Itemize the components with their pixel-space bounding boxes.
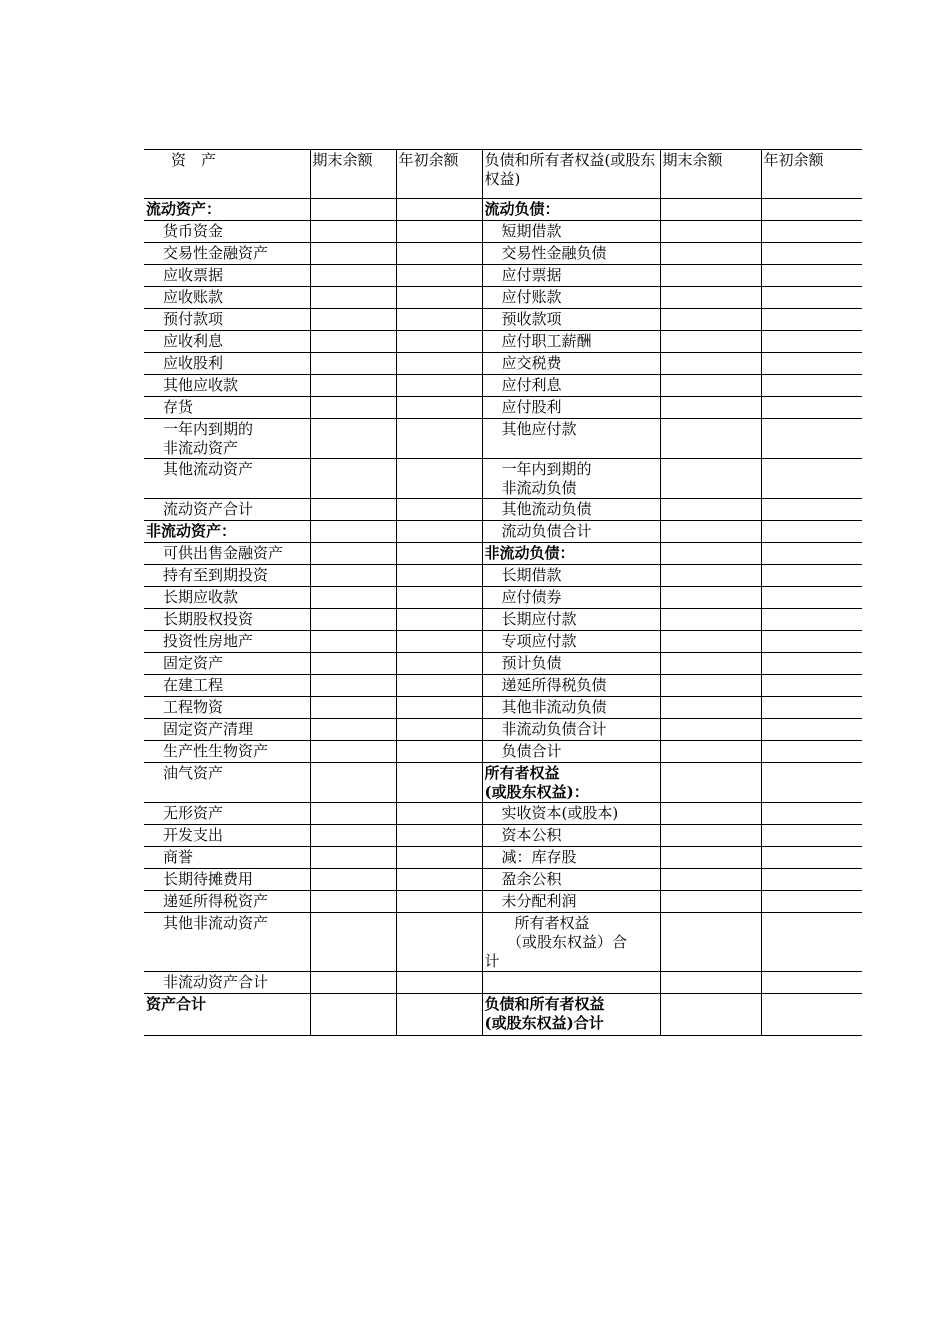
liab-ending-balance-cell <box>660 353 761 375</box>
asset-ending-balance-cell <box>310 309 396 331</box>
liability-item-label: 应交税费 <box>482 353 660 375</box>
asset-beginning-balance-cell <box>396 543 482 565</box>
asset-ending-balance-cell <box>310 265 396 287</box>
liab-ending-balance-cell <box>660 803 761 825</box>
liab-ending-balance-cell <box>660 521 761 543</box>
table-row <box>144 697 862 719</box>
liab-ending-balance-cell <box>660 972 761 994</box>
asset-item-label: 固定资产 <box>144 653 310 675</box>
asset-item-label: 在建工程 <box>144 675 310 697</box>
liability-item-label: 其他流动负债 <box>482 499 660 521</box>
asset-item-label: 开发支出 <box>144 825 310 847</box>
asset-beginning-balance-cell <box>396 763 482 803</box>
asset-ending-balance-cell <box>310 675 396 697</box>
liab-ending-balance-cell <box>660 675 761 697</box>
asset-beginning-balance-cell <box>396 741 482 763</box>
asset-beginning-balance-cell <box>396 891 482 913</box>
liab-ending-balance-cell <box>660 763 761 803</box>
liab-beginning-balance-cell <box>761 221 862 243</box>
liab-beginning-balance-cell <box>761 199 862 221</box>
asset-beginning-balance-cell <box>396 309 482 331</box>
liab-beginning-balance-cell <box>761 741 862 763</box>
table-row <box>144 869 862 891</box>
asset-item-label: 长期待摊费用 <box>144 869 310 891</box>
asset-ending-balance-cell <box>310 499 396 521</box>
liability-item-label: 交易性金融负债 <box>482 243 660 265</box>
asset-beginning-balance-cell <box>396 825 482 847</box>
asset-item-label: 流动资产合计 <box>144 499 310 521</box>
table-row <box>144 972 862 994</box>
header-liab-ending-balance: 期末余额 <box>660 150 761 199</box>
table-row <box>144 803 862 825</box>
liability-item-label: 预收款项 <box>482 309 660 331</box>
liab-ending-balance-cell <box>660 375 761 397</box>
liability-item-label: 流动负债合计 <box>482 521 660 543</box>
liab-beginning-balance-cell <box>761 419 862 459</box>
liability-item-label: 应付债券 <box>482 587 660 609</box>
liability-item-label: 其他应付款 <box>482 419 660 459</box>
asset-item-label: 持有至到期投资 <box>144 565 310 587</box>
liability-item-label: 预计负债 <box>482 653 660 675</box>
asset-item-label: 非流动资产合计 <box>144 972 310 994</box>
asset-ending-balance-cell <box>310 803 396 825</box>
table-row <box>144 331 862 353</box>
asset-item-label: 应收票据 <box>144 265 310 287</box>
asset-beginning-balance-cell <box>396 243 482 265</box>
asset-ending-balance-cell <box>310 419 396 459</box>
asset-item-label: 油气资产 <box>144 763 310 803</box>
balance-sheet-body <box>144 150 862 1036</box>
liability-item-label: 实收资本(或股本) <box>482 803 660 825</box>
liab-ending-balance-cell <box>660 499 761 521</box>
liability-item-label: 负债和所有者权益 (或股东权益)合计 <box>482 994 660 1036</box>
header-liabilities-equity: 负债和所有者权益(或股东权益) <box>482 150 660 199</box>
liability-item-label: 非流动负债合计 <box>482 719 660 741</box>
table-row <box>144 419 862 459</box>
asset-item-label: 商誉 <box>144 847 310 869</box>
liability-item-label: 一年内到期的 非流动负债 <box>482 459 660 499</box>
asset-ending-balance-cell <box>310 972 396 994</box>
liability-item-label: 长期应付款 <box>482 609 660 631</box>
liab-beginning-balance-cell <box>761 287 862 309</box>
table-row <box>144 199 862 221</box>
liability-item-label: 应付股利 <box>482 397 660 419</box>
liab-ending-balance-cell <box>660 309 761 331</box>
liab-beginning-balance-cell <box>761 521 862 543</box>
liab-ending-balance-cell <box>660 994 761 1036</box>
table-row <box>144 891 862 913</box>
asset-ending-balance-cell <box>310 243 396 265</box>
asset-item-label: 交易性金融资产 <box>144 243 310 265</box>
liab-beginning-balance-cell <box>761 631 862 653</box>
liability-item-label: 递延所得税负债 <box>482 675 660 697</box>
liab-beginning-balance-cell <box>761 265 862 287</box>
liability-item-label: 所有者权益 (或股东权益)： <box>482 763 660 803</box>
liab-beginning-balance-cell <box>761 353 862 375</box>
table-row <box>144 221 862 243</box>
asset-ending-balance-cell <box>310 459 396 499</box>
liability-item-label: 所有者权益 （或股东权益）合 计 <box>482 913 660 972</box>
table-row <box>144 353 862 375</box>
liab-ending-balance-cell <box>660 543 761 565</box>
asset-ending-balance-cell <box>310 287 396 309</box>
asset-beginning-balance-cell <box>396 653 482 675</box>
liab-beginning-balance-cell <box>761 609 862 631</box>
liab-beginning-balance-cell <box>761 543 862 565</box>
liab-ending-balance-cell <box>660 397 761 419</box>
asset-item-label: 应收利息 <box>144 331 310 353</box>
asset-item-label: 非流动资产： <box>144 521 310 543</box>
liab-ending-balance-cell <box>660 331 761 353</box>
asset-beginning-balance-cell <box>396 521 482 543</box>
table-row <box>144 847 862 869</box>
liab-beginning-balance-cell <box>761 697 862 719</box>
table-row <box>144 565 862 587</box>
table-row <box>144 994 862 1036</box>
asset-item-label: 投资性房地产 <box>144 631 310 653</box>
header-row <box>144 150 862 199</box>
header-liab-beginning-balance: 年初余额 <box>761 150 862 199</box>
asset-ending-balance-cell <box>310 719 396 741</box>
asset-ending-balance-cell <box>310 521 396 543</box>
liability-item-label: 流动负债： <box>482 199 660 221</box>
asset-ending-balance-cell <box>310 331 396 353</box>
asset-item-label: 工程物资 <box>144 697 310 719</box>
asset-beginning-balance-cell <box>396 375 482 397</box>
asset-ending-balance-cell <box>310 221 396 243</box>
liab-ending-balance-cell <box>660 243 761 265</box>
liab-beginning-balance-cell <box>761 459 862 499</box>
asset-item-label: 应收账款 <box>144 287 310 309</box>
table-row <box>144 763 862 803</box>
liab-ending-balance-cell <box>660 221 761 243</box>
table-row <box>144 587 862 609</box>
liability-item-label: 资本公积 <box>482 825 660 847</box>
asset-beginning-balance-cell <box>396 199 482 221</box>
asset-beginning-balance-cell <box>396 609 482 631</box>
table-row <box>144 653 862 675</box>
asset-ending-balance-cell <box>310 825 396 847</box>
liability-item-label: 长期借款 <box>482 565 660 587</box>
table-row <box>144 609 862 631</box>
liab-beginning-balance-cell <box>761 847 862 869</box>
liability-item-label: 短期借款 <box>482 221 660 243</box>
asset-item-label: 流动资产： <box>144 199 310 221</box>
liab-ending-balance-cell <box>660 719 761 741</box>
asset-beginning-balance-cell <box>396 331 482 353</box>
asset-beginning-balance-cell <box>396 994 482 1036</box>
asset-beginning-balance-cell <box>396 419 482 459</box>
liab-ending-balance-cell <box>660 199 761 221</box>
asset-ending-balance-cell <box>310 587 396 609</box>
asset-item-label: 资产合计 <box>144 994 310 1036</box>
table-row <box>144 459 862 499</box>
liab-ending-balance-cell <box>660 741 761 763</box>
liab-ending-balance-cell <box>660 631 761 653</box>
asset-item-label: 长期股权投资 <box>144 609 310 631</box>
asset-beginning-balance-cell <box>396 697 482 719</box>
liab-ending-balance-cell <box>660 697 761 719</box>
asset-item-label: 可供出售金融资产 <box>144 543 310 565</box>
table-row <box>144 375 862 397</box>
liab-beginning-balance-cell <box>761 309 862 331</box>
asset-item-label: 货币资金 <box>144 221 310 243</box>
table-row <box>144 719 862 741</box>
liab-ending-balance-cell <box>660 287 761 309</box>
asset-beginning-balance-cell <box>396 675 482 697</box>
liab-ending-balance-cell <box>660 265 761 287</box>
header-asset-ending-balance: 期末余额 <box>310 150 396 199</box>
liab-beginning-balance-cell <box>761 763 862 803</box>
liab-ending-balance-cell <box>660 609 761 631</box>
table-row <box>144 397 862 419</box>
asset-item-label: 其他流动资产 <box>144 459 310 499</box>
liab-beginning-balance-cell <box>761 675 862 697</box>
liab-beginning-balance-cell <box>761 397 862 419</box>
liab-beginning-balance-cell <box>761 825 862 847</box>
asset-ending-balance-cell <box>310 847 396 869</box>
asset-ending-balance-cell <box>310 353 396 375</box>
asset-beginning-balance-cell <box>396 719 482 741</box>
asset-beginning-balance-cell <box>396 587 482 609</box>
table-row <box>144 913 862 972</box>
table-row <box>144 543 862 565</box>
liability-item-label: 应付职工薪酬 <box>482 331 660 353</box>
asset-beginning-balance-cell <box>396 287 482 309</box>
asset-item-label: 应收股利 <box>144 353 310 375</box>
liability-item-label: 专项应付款 <box>482 631 660 653</box>
table-row <box>144 631 862 653</box>
liab-ending-balance-cell <box>660 847 761 869</box>
header-asset-beginning-balance: 年初余额 <box>396 150 482 199</box>
asset-item-label: 其他应收款 <box>144 375 310 397</box>
liab-beginning-balance-cell <box>761 587 862 609</box>
table-row <box>144 309 862 331</box>
table-row <box>144 265 862 287</box>
balance-sheet-table <box>144 149 862 1036</box>
asset-item-label: 无形资产 <box>144 803 310 825</box>
table-row <box>144 287 862 309</box>
liability-item-label <box>482 972 660 994</box>
asset-item-label: 递延所得税资产 <box>144 891 310 913</box>
asset-ending-balance-cell <box>310 994 396 1036</box>
asset-beginning-balance-cell <box>396 631 482 653</box>
asset-item-label: 存货 <box>144 397 310 419</box>
asset-item-label: 固定资产清理 <box>144 719 310 741</box>
liab-beginning-balance-cell <box>761 499 862 521</box>
liab-beginning-balance-cell <box>761 869 862 891</box>
liab-beginning-balance-cell <box>761 653 862 675</box>
header-assets: 资 产 <box>144 150 310 199</box>
asset-ending-balance-cell <box>310 869 396 891</box>
liability-item-label: 未分配利润 <box>482 891 660 913</box>
asset-beginning-balance-cell <box>396 221 482 243</box>
liab-beginning-balance-cell <box>761 891 862 913</box>
asset-ending-balance-cell <box>310 653 396 675</box>
asset-beginning-balance-cell <box>396 803 482 825</box>
table-row <box>144 741 862 763</box>
asset-ending-balance-cell <box>310 565 396 587</box>
asset-beginning-balance-cell <box>396 847 482 869</box>
asset-ending-balance-cell <box>310 697 396 719</box>
liab-beginning-balance-cell <box>761 994 862 1036</box>
liability-item-label: 应付利息 <box>482 375 660 397</box>
asset-beginning-balance-cell <box>396 459 482 499</box>
asset-ending-balance-cell <box>310 543 396 565</box>
asset-ending-balance-cell <box>310 609 396 631</box>
asset-item-label: 生产性生物资产 <box>144 741 310 763</box>
liab-beginning-balance-cell <box>761 565 862 587</box>
liability-item-label: 非流动负债： <box>482 543 660 565</box>
asset-item-label: 长期应收款 <box>144 587 310 609</box>
liab-beginning-balance-cell <box>761 913 862 972</box>
liab-ending-balance-cell <box>660 419 761 459</box>
asset-ending-balance-cell <box>310 397 396 419</box>
asset-beginning-balance-cell <box>396 972 482 994</box>
liab-ending-balance-cell <box>660 459 761 499</box>
asset-ending-balance-cell <box>310 375 396 397</box>
asset-item-label: 其他非流动资产 <box>144 913 310 972</box>
liab-ending-balance-cell <box>660 587 761 609</box>
table-row <box>144 675 862 697</box>
asset-ending-balance-cell <box>310 199 396 221</box>
liability-item-label: 减：库存股 <box>482 847 660 869</box>
liability-item-label: 盈余公积 <box>482 869 660 891</box>
liab-beginning-balance-cell <box>761 719 862 741</box>
liability-item-label: 应付票据 <box>482 265 660 287</box>
table-row <box>144 499 862 521</box>
liab-beginning-balance-cell <box>761 803 862 825</box>
asset-beginning-balance-cell <box>396 913 482 972</box>
table-row <box>144 521 862 543</box>
table-row <box>144 825 862 847</box>
asset-item-label: 预付款项 <box>144 309 310 331</box>
liab-ending-balance-cell <box>660 825 761 847</box>
asset-beginning-balance-cell <box>396 353 482 375</box>
asset-beginning-balance-cell <box>396 265 482 287</box>
liab-beginning-balance-cell <box>761 243 862 265</box>
asset-ending-balance-cell <box>310 741 396 763</box>
liab-ending-balance-cell <box>660 891 761 913</box>
asset-beginning-balance-cell <box>396 397 482 419</box>
liab-ending-balance-cell <box>660 653 761 675</box>
liab-ending-balance-cell <box>660 913 761 972</box>
liab-ending-balance-cell <box>660 565 761 587</box>
liab-beginning-balance-cell <box>761 331 862 353</box>
asset-beginning-balance-cell <box>396 565 482 587</box>
liab-ending-balance-cell <box>660 869 761 891</box>
asset-item-label: 一年内到期的 非流动资产 <box>144 419 310 459</box>
liab-beginning-balance-cell <box>761 972 862 994</box>
liab-beginning-balance-cell <box>761 375 862 397</box>
asset-beginning-balance-cell <box>396 499 482 521</box>
asset-ending-balance-cell <box>310 913 396 972</box>
liability-item-label: 应付账款 <box>482 287 660 309</box>
asset-ending-balance-cell <box>310 891 396 913</box>
table-row <box>144 243 862 265</box>
liability-item-label: 其他非流动负债 <box>482 697 660 719</box>
asset-beginning-balance-cell <box>396 869 482 891</box>
asset-ending-balance-cell <box>310 631 396 653</box>
liability-item-label: 负债合计 <box>482 741 660 763</box>
asset-ending-balance-cell <box>310 763 396 803</box>
